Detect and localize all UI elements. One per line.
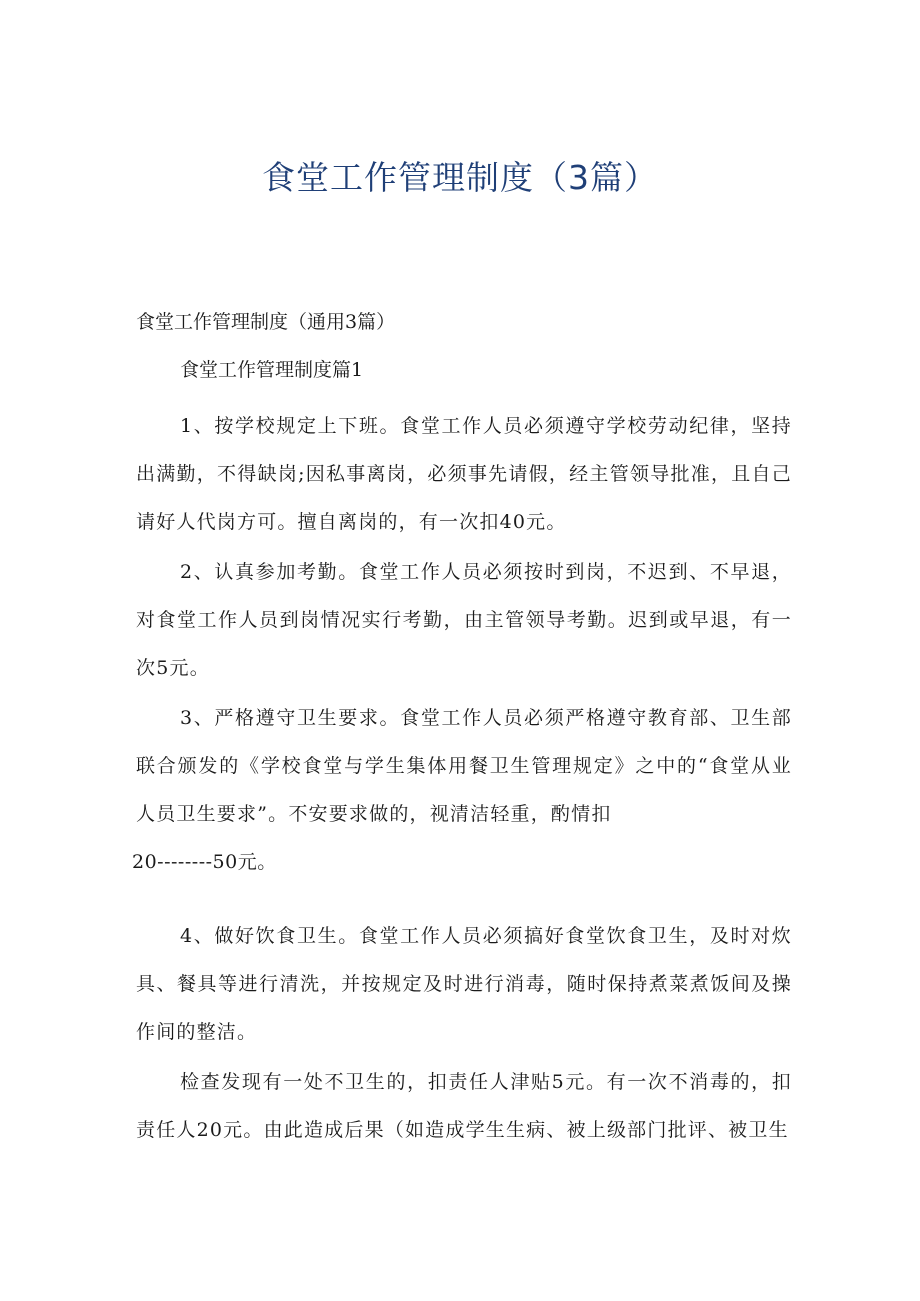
document-subtitle: 食堂工作管理制度（通用3篇） [136,311,396,333]
paragraph-3: 3、严格遵守卫生要求。食堂工作人员必须严格遵守教育部、卫生部联合颁发的《学校食堂与学生集体用餐卫生管理规定》之中的“食堂从业人员卫生要求”。不安要求做的，视清洁轻重，酌情扣 [136,707,792,825]
paragraph-5: 检查发现有一处不卫生的，扣责任人津贴5元。有一次不消毒的，扣责任人20元。由此造成后果（如造成学生生病、被上级部门批评、被卫生 [136,1071,792,1141]
paragraph-1: 1、按学校规定上下班。食堂工作人员必须遵守学校劳动纪律，坚持出满勤，不得缺岗;因私事离岗，必须事先请假，经主管领导批准，且自己请好人代岗方可。擅自离岗的，有一次扣40元。 [136,415,792,533]
document-title: 食堂工作管理制度（3篇） [262,158,658,197]
paragraph-4: 4、做好饮食卫生。食堂工作人员必须搞好食堂饮食卫生，及时对炊具、餐具等进行清洗，并按规定及时进行消毒，随时保持煮菜煮饭间及操作间的整洁。 [136,925,792,1043]
document-body [132,306,792,1154]
section-heading: 食堂工作管理制度篇1 [180,359,364,381]
paragraph-2: 2、认真参加考勤。食堂工作人员必须按时到岗，不迟到、不早退，对食堂工作人员到岗情况实行考勤，由主管领导考勤。迟到或早退，有一次5元。 [136,561,792,679]
paragraph-3-continuation: 20--------50元。 [132,851,277,873]
